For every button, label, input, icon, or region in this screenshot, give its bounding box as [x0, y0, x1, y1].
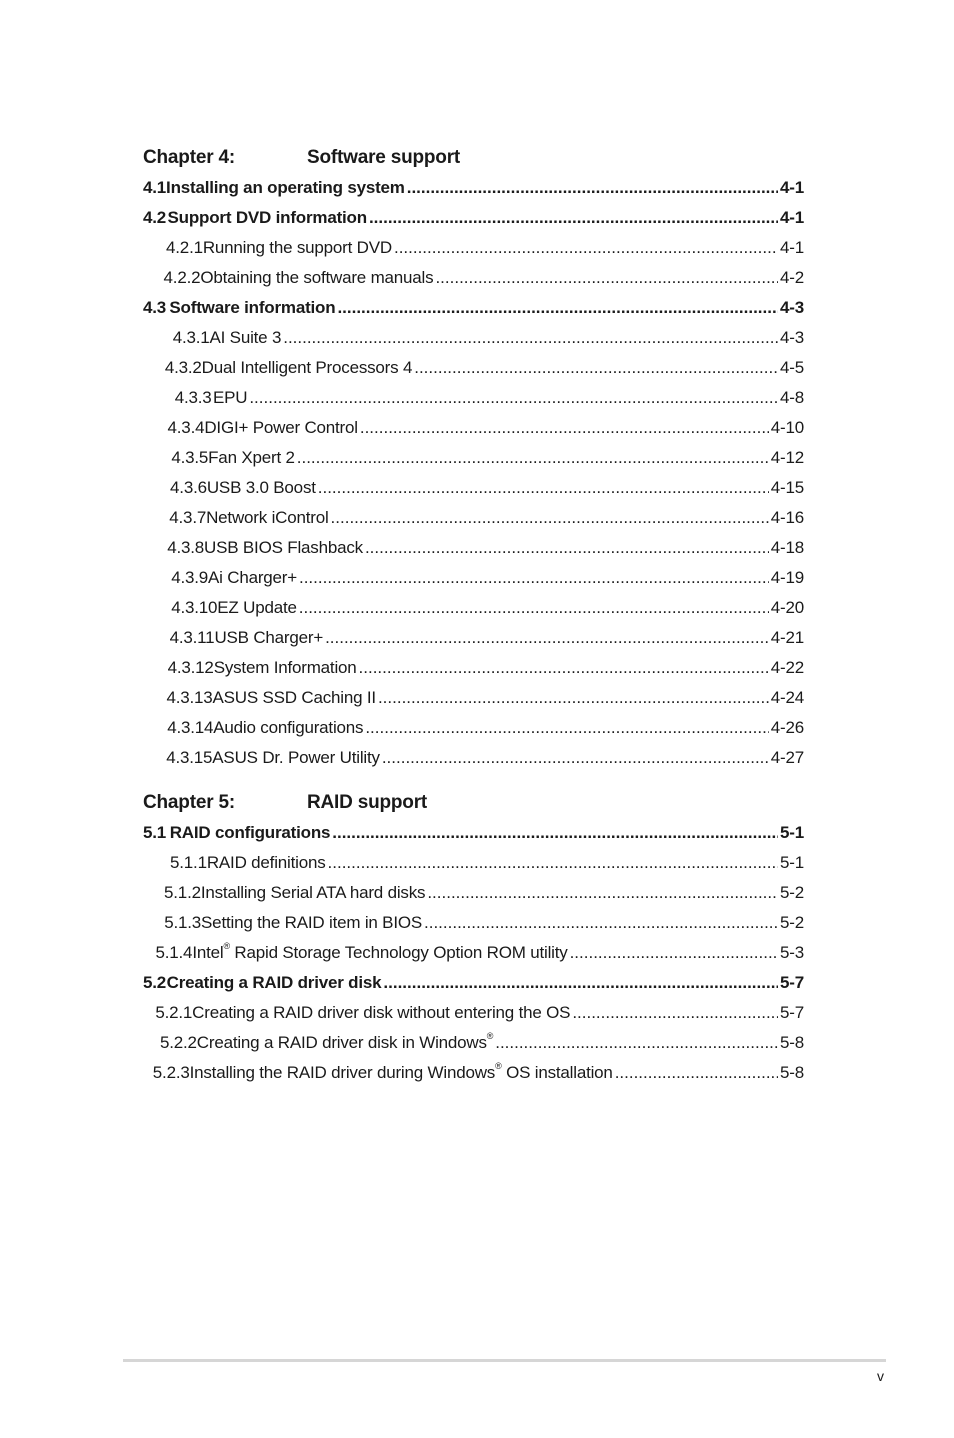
entry-page-number: 4-1: [780, 238, 804, 257]
entry-page-number: 4-1: [780, 208, 804, 227]
registered-mark: ®: [486, 1031, 494, 1042]
entry-number: 5.1: [143, 823, 167, 842]
dot-leader: [369, 203, 778, 233]
dot-leader: [615, 1058, 778, 1088]
entry-title-text: Creating a RAID driver disk without entering the OS: [192, 1003, 571, 1022]
entry-title-text: Installing Serial ATA hard disks: [200, 883, 426, 902]
entry-title-text: Setting the RAID item in BIOS: [201, 913, 423, 932]
toc-subsection-entry[interactable]: [143, 878, 804, 908]
entry-page-number: 5-3: [780, 943, 804, 962]
entry-page-number: 4-1: [780, 178, 804, 197]
dot-leader: [360, 413, 769, 443]
dot-leader: [407, 173, 778, 203]
entry-title-text: RAID definitions: [206, 853, 326, 872]
entry-title: [200, 263, 433, 293]
entry-page-number: 4-3: [780, 298, 804, 317]
toc-subsection-entry[interactable]: [143, 563, 804, 593]
toc-subsection-entry[interactable]: [143, 743, 804, 773]
dot-leader: [337, 293, 778, 323]
dot-leader: [365, 533, 769, 563]
toc-subsection-entry[interactable]: [143, 848, 804, 878]
dot-leader: [299, 593, 769, 623]
entry-page-number: 4-20: [770, 598, 804, 617]
entry-title-text: Ai Charger+: [208, 568, 297, 587]
toc-subsection-entry[interactable]: [143, 908, 804, 938]
entry-page-number: 5-1: [780, 853, 804, 872]
entry-page-number: 4-10: [770, 418, 804, 437]
toc-subsection-entry[interactable]: [143, 653, 804, 683]
entry-page-number: 4-3: [780, 328, 804, 347]
page-number: v: [877, 1368, 884, 1384]
entry-number: 4.1: [143, 178, 167, 197]
entry-number: 4.3.3: [174, 388, 212, 407]
chapter-title: RAID support: [307, 792, 428, 813]
entry-page-number: 4-16: [770, 508, 804, 527]
dot-leader: [495, 1028, 778, 1058]
toc-section-entry[interactable]: [143, 818, 804, 848]
dot-leader: [359, 653, 769, 683]
toc-section-entry[interactable]: [143, 173, 804, 203]
entry-title: [208, 563, 297, 593]
entry-number: 4.3.8: [167, 538, 205, 557]
entry-number: 5.1.3: [164, 913, 202, 932]
toc-subsection-entry[interactable]: [143, 938, 804, 968]
entry-number: 5.2.2: [159, 1033, 197, 1052]
entry-number: 4.3.2: [164, 358, 202, 377]
entry-title: [204, 413, 358, 443]
entry-page-number: 4-27: [770, 748, 804, 767]
entry-title: [207, 473, 316, 503]
chapter-heading: [143, 788, 804, 818]
toc-subsection-entry[interactable]: [143, 383, 804, 413]
footer-divider: [123, 1359, 886, 1362]
dot-leader: [424, 908, 778, 938]
entry-title-continuation: OS installation: [501, 1063, 613, 1082]
entry-number: 4.2: [143, 208, 167, 227]
entry-page-number: 4-2: [780, 268, 804, 287]
entry-title: [203, 233, 392, 263]
table-of-contents: [143, 143, 804, 1088]
entry-title-text: Creating a RAID driver disk in Windows: [196, 1033, 487, 1052]
entry-number: 4.3.13: [166, 688, 213, 707]
dot-leader: [435, 263, 778, 293]
entry-title-continuation: Rapid Storage Technology Option ROM utility: [229, 943, 568, 962]
entry-title: [190, 1058, 613, 1088]
entry-title-text: ASUS SSD Caching II: [212, 688, 376, 707]
entry-title-text: AI Suite 3: [209, 328, 282, 347]
entry-title-text: USB BIOS Flashback: [204, 538, 363, 557]
entry-title: [169, 293, 335, 323]
entry-page-number: 5-1: [780, 823, 804, 842]
toc-subsection-entry[interactable]: [143, 623, 804, 653]
entry-title-text: USB 3.0 Boost: [206, 478, 316, 497]
toc-section-entry[interactable]: [143, 293, 804, 323]
entry-title-text: EPU: [212, 388, 248, 407]
dot-leader: [331, 503, 769, 533]
dot-leader: [394, 233, 778, 263]
dot-leader: [325, 623, 769, 653]
entry-title: [192, 938, 567, 968]
dot-leader: [332, 818, 778, 848]
entry-number: 4.3.11: [169, 628, 215, 647]
entry-title: [207, 848, 326, 878]
entry-number: 5.1.2: [164, 883, 201, 902]
entry-title: [212, 743, 380, 773]
entry-title: [204, 533, 363, 563]
entry-title-text: Fan Xpert 2: [208, 448, 295, 467]
entry-number: 4.3.5: [171, 448, 209, 467]
dot-leader: [572, 998, 778, 1028]
toc-subsection-entry[interactable]: [143, 1058, 804, 1088]
entry-title: [167, 968, 382, 998]
entry-title: [201, 908, 422, 938]
entry-page-number: 4-12: [770, 448, 804, 467]
entry-page-number: 4-26: [770, 718, 804, 737]
entry-page-number: 4-5: [780, 358, 804, 377]
dot-leader: [383, 968, 778, 998]
entry-number: 4.3: [143, 298, 167, 317]
entry-page-number: 4-18: [770, 538, 804, 557]
entry-page-number: 5-7: [780, 1003, 804, 1022]
entry-title-text: Audio configurations: [213, 718, 364, 737]
toc-subsection-entry[interactable]: [143, 353, 804, 383]
dot-leader: [318, 473, 769, 503]
toc-subsection-entry[interactable]: [143, 503, 804, 533]
entry-title-text: USB Charger+: [214, 628, 324, 647]
entry-page-number: 5-8: [780, 1033, 804, 1052]
entry-number: 5.2: [143, 973, 167, 992]
toc-subsection-entry[interactable]: [143, 593, 804, 623]
entry-title-text: Software information: [169, 298, 336, 317]
entry-title: [208, 443, 295, 473]
dot-leader: [365, 713, 768, 743]
entry-page-number: 5-8: [780, 1063, 804, 1082]
entry-title-text: Obtaining the software manuals: [200, 268, 434, 287]
entry-title-text: EZ Update: [217, 598, 297, 617]
entry-title: [206, 503, 328, 533]
entry-number: 4.3.10: [171, 598, 218, 617]
entry-title: [170, 818, 331, 848]
entry-title: [192, 998, 570, 1028]
toc-subsection-entry[interactable]: [143, 713, 804, 743]
dot-leader: [378, 683, 769, 713]
entry-title: [217, 593, 296, 623]
toc-subsection-entry[interactable]: [143, 233, 804, 263]
entry-title: [214, 623, 323, 653]
entry-title-text: System Information: [213, 658, 357, 677]
dot-leader: [297, 443, 769, 473]
entry-number: 4.3.9: [171, 568, 208, 587]
entry-number: 4.3.7: [169, 508, 207, 527]
toc-subsection-entry[interactable]: [143, 998, 804, 1028]
entry-title: [214, 653, 357, 683]
entry-title-text: Creating a RAID driver disk: [166, 973, 382, 992]
registered-mark: ®: [223, 941, 230, 952]
toc-subsection-entry[interactable]: [143, 443, 804, 473]
toc-subsection-entry[interactable]: [143, 263, 804, 293]
chapter-number: Chapter 5:: [143, 792, 235, 813]
entry-page-number: 5-2: [780, 883, 804, 902]
entry-number: 4.3.4: [167, 418, 205, 437]
entry-title-text: Network iControl: [206, 508, 329, 527]
entry-title: [168, 203, 367, 233]
entry-page-number: 4-19: [770, 568, 804, 587]
entry-page-number: 4-21: [770, 628, 804, 647]
entry-page-number: 4-24: [770, 688, 804, 707]
toc-subsection-entry[interactable]: [143, 533, 804, 563]
entry-number: 4.3.1: [172, 328, 210, 347]
entry-title: [197, 1028, 493, 1058]
entry-title-text: Support DVD information: [167, 208, 367, 227]
entry-title: [210, 323, 282, 353]
dot-leader: [299, 563, 769, 593]
chapter-heading: [143, 143, 804, 173]
entry-title: [213, 383, 247, 413]
entry-title: [213, 683, 376, 713]
entry-title: [213, 713, 363, 743]
entry-number: 5.1.1: [170, 853, 207, 872]
dot-leader: [427, 878, 778, 908]
toc-section-entry[interactable]: [143, 968, 804, 998]
dot-leader: [283, 323, 778, 353]
entry-title-text: RAID configurations: [169, 823, 331, 842]
entry-title-text: Running the support DVD: [202, 238, 392, 257]
entry-page-number: 4-22: [770, 658, 804, 677]
chapter-number: Chapter 4:: [143, 147, 235, 168]
entry-number: 4.3.12: [167, 658, 214, 677]
toc-subsection-entry[interactable]: [143, 683, 804, 713]
entry-number: 5.2.3: [152, 1063, 190, 1082]
entry-page-number: 4-15: [770, 478, 804, 497]
toc-subsection-entry[interactable]: [143, 413, 804, 443]
entry-number: 5.1.4: [155, 943, 193, 962]
entry-title-text: Intel: [192, 943, 224, 962]
entry-number: 4.3.14: [167, 718, 214, 737]
dot-leader: [328, 848, 778, 878]
toc-subsection-entry[interactable]: [143, 1028, 804, 1058]
entry-title: [166, 173, 405, 203]
toc-subsection-entry[interactable]: [143, 323, 804, 353]
entry-number: 4.3.6: [170, 478, 207, 497]
entry-page-number: 5-7: [780, 973, 804, 992]
entry-page-number: 5-2: [780, 913, 804, 932]
entry-title-text: ASUS Dr. Power Utility: [212, 748, 380, 767]
entry-title-text: Installing an operating system: [166, 178, 405, 197]
chapter-title: Software support: [307, 147, 461, 168]
entry-number: 4.3.15: [166, 748, 213, 767]
registered-mark: ®: [495, 1061, 502, 1072]
entry-page-number: 4-8: [780, 388, 805, 407]
toc-section-entry[interactable]: [143, 203, 804, 233]
entry-title-text: Installing the RAID driver during Windows: [189, 1063, 496, 1082]
entry-title-text: Dual Intelligent Processors 4: [201, 358, 413, 377]
entry-title: [202, 353, 413, 383]
dot-leader: [414, 353, 778, 383]
dot-leader: [570, 938, 778, 968]
entry-title-text: DIGI+ Power Control: [204, 418, 358, 437]
dot-leader: [249, 383, 778, 413]
entry-number: 5.2.1: [155, 1003, 193, 1022]
entry-number: 4.2.1: [166, 238, 203, 257]
entry-number: 4.2.2: [163, 268, 201, 287]
entry-title: [201, 878, 425, 908]
dot-leader: [382, 743, 769, 773]
toc-subsection-entry[interactable]: [143, 473, 804, 503]
